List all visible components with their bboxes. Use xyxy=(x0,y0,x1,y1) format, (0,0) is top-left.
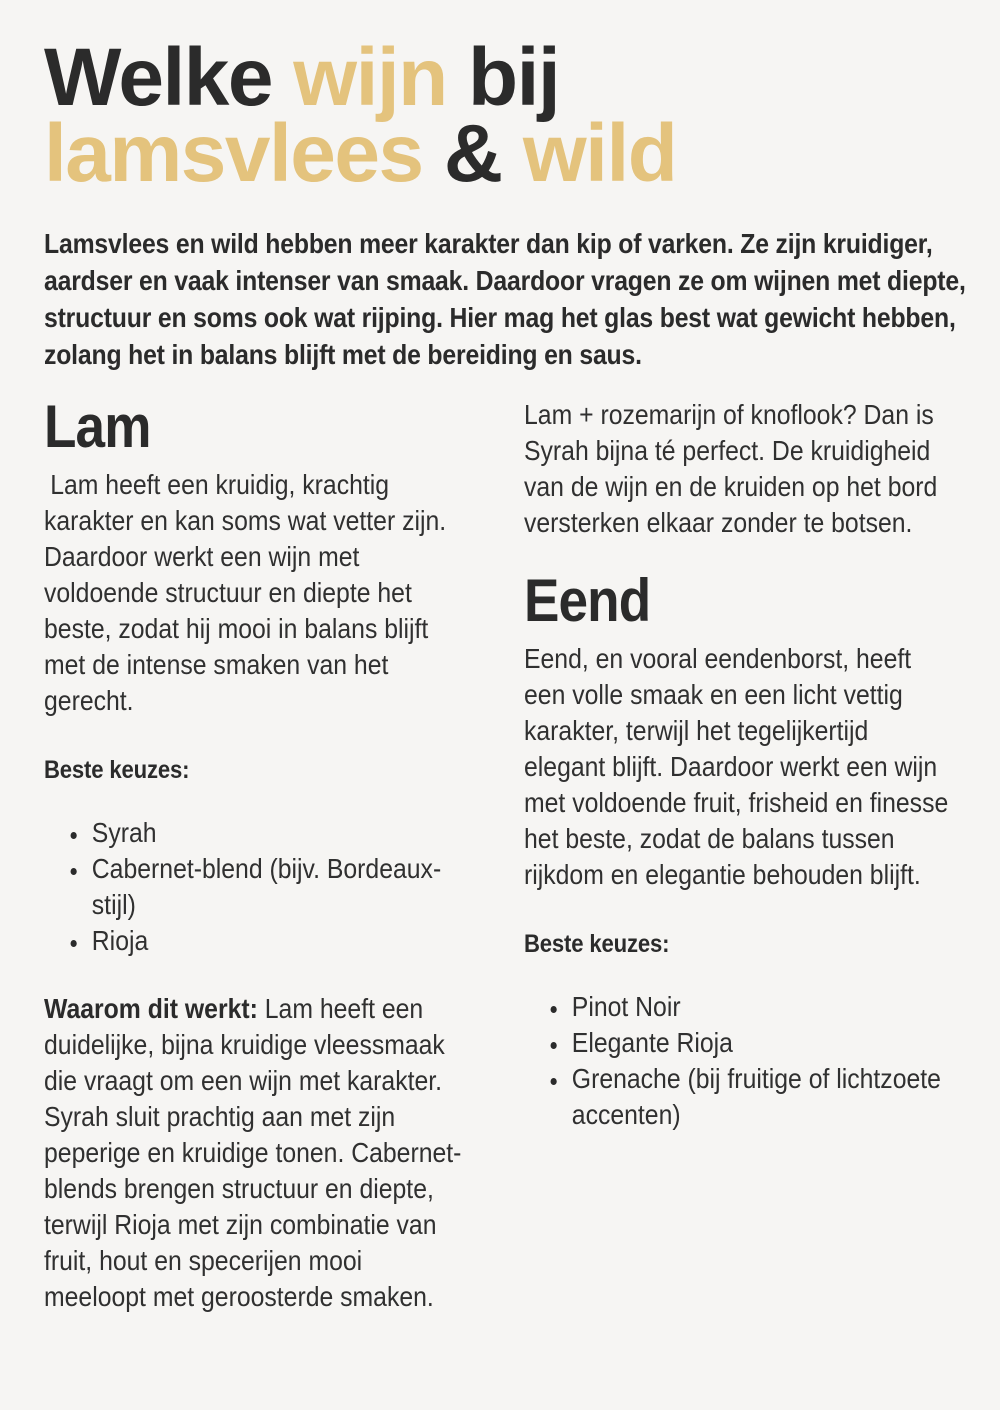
eend-choices-list xyxy=(524,989,949,1133)
section-heading-lam: Lam xyxy=(44,392,151,460)
page-title-line-2 xyxy=(44,108,956,200)
list-item: • Elegante Rioja xyxy=(568,1025,949,1061)
eend-intro-paragraph: Eend, en vooral eendenborst, heeft een volle smaak en een licht vettig karakter, terwijl het tegelijkertijd elegant blijft. Daardoor werkt een wijn met voldoende fruit, frisheid en finesse het beste, zodat de balans tussen rijkdom en elegantie behouden blijft. xyxy=(524,642,949,890)
lam-choices-list xyxy=(44,815,469,959)
lam-why-text: Lam heeft een duidelijke, bijna kruidige vleessmaak die vraagt om een wijn met karakter. Syrah sluit prachtig aan met zijn peperige en kruidige tonen. Cabernet-blends brengen structuur en diepte, terwijl Rioja met zijn combinatie van fruit, hout en specerijen mooi meeloopt met geroosterde smaken. xyxy=(44,992,462,1312)
title-word: Welke xyxy=(44,32,294,123)
column-lam xyxy=(44,392,469,1315)
content-columns xyxy=(44,392,956,1315)
page-title-line-1 xyxy=(44,32,956,123)
title-word: wild xyxy=(522,108,677,200)
column-eend xyxy=(524,397,949,1315)
eend-choices-label: Beste keuzes: xyxy=(524,929,670,958)
section-heading-eend: Eend xyxy=(524,566,651,634)
intro-paragraph: Lamsvlees en wild hebben meer karakter dan kip of varken. Ze zijn kruidiger, aardser en vaak intenser van smaak. Daardoor vragen ze om wijnen met diepte, structuur en soms ook wat rijping. Hier mag het glas best wat gewicht hebben, zolang het in balans blijft met de bereiding en saus. xyxy=(44,227,966,370)
page-title xyxy=(44,32,956,200)
lam-why-paragraph xyxy=(44,991,469,1315)
list-item: • Cabernet-blend (bijv. Bordeaux-stijl) xyxy=(88,851,469,923)
title-word: lamsvlees xyxy=(44,108,444,200)
lam-pairing-note: Lam + rozemarijn of knoflook? Dan is Syrah bijna té perfect. De kruidigheid van de wijn en de kruiden op het bord versterken elkaar zonder te botsen. xyxy=(524,398,938,538)
lam-intro-paragraph: Lam heeft een kruidig, krachtig karakter en kan soms wat vetter zijn. Daardoor werkt een wijn met voldoende structuur en diepte het beste, zodat hij mooi in balans blijft met de intense smaken van het gerecht. xyxy=(44,468,447,716)
title-word: bij xyxy=(468,32,560,123)
list-item: • Pinot Noir xyxy=(568,989,949,1025)
title-word: & xyxy=(443,108,523,200)
list-item: • Grenache (bij fruitige of lichtzoete accenten) xyxy=(568,1061,949,1133)
title-word: wijn xyxy=(293,32,469,123)
list-item: • Rioja xyxy=(88,923,469,959)
lam-choices-label: Beste keuzes: xyxy=(44,755,190,784)
lam-why-label: Waarom dit werkt: xyxy=(44,992,258,1024)
list-item: • Syrah xyxy=(88,815,469,851)
